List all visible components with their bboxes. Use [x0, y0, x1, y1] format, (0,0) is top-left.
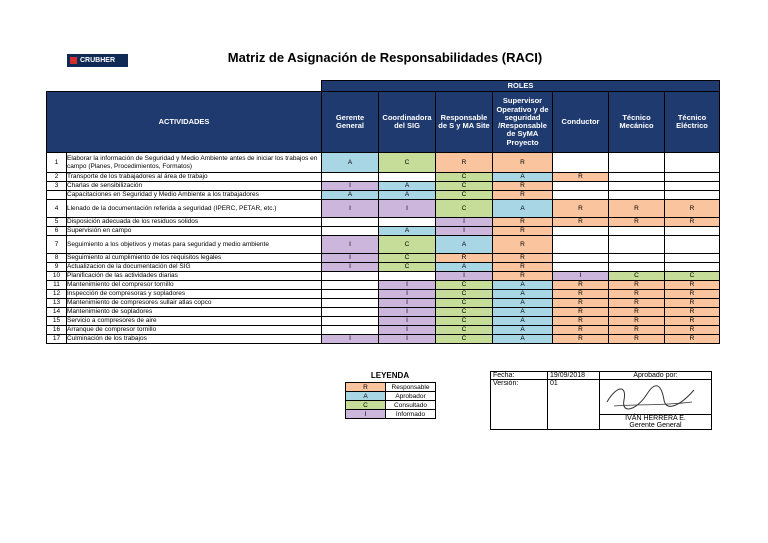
- raci-cell: [609, 227, 665, 236]
- raci-cell: R: [436, 153, 493, 173]
- activity-cell: Transporte de los trabajadores al área de trabajo: [67, 173, 322, 182]
- raci-cell: [609, 182, 665, 191]
- raci-cell: C: [609, 272, 665, 281]
- approver-block: [600, 415, 712, 430]
- activity-cell: Servicio a compresores de aire: [67, 317, 322, 326]
- raci-cell: R: [609, 317, 665, 326]
- row-number: 15: [47, 317, 67, 326]
- company-logo: [67, 54, 128, 67]
- raci-cell: A: [379, 227, 436, 236]
- raci-cell: R: [493, 191, 553, 200]
- table-row: [47, 254, 720, 263]
- raci-cell: R: [553, 200, 609, 218]
- raci-cell: [609, 173, 665, 182]
- raci-cell: R: [493, 254, 553, 263]
- role-header: Coordinadora del SIG: [379, 92, 436, 153]
- roles-header: ROLES: [322, 81, 720, 92]
- row-number: 17: [47, 335, 67, 344]
- raci-cell: A: [493, 335, 553, 344]
- raci-cell: [609, 153, 665, 173]
- raci-cell: [665, 254, 720, 263]
- table-row: [47, 182, 720, 191]
- raci-cell: R: [553, 218, 609, 227]
- raci-cell: [322, 326, 379, 335]
- row-number: 8: [47, 254, 67, 263]
- row-number: 10: [47, 272, 67, 281]
- raci-cell: C: [436, 299, 493, 308]
- legend-row: [346, 383, 436, 392]
- raci-cell: I: [322, 263, 379, 272]
- row-number: 12: [47, 290, 67, 299]
- raci-cell: R: [609, 200, 665, 218]
- activity-cell: Capacitaciones en Seguridad y Medio Ambiente a los trabajadores: [67, 191, 322, 200]
- raci-cell: R: [665, 308, 720, 317]
- row-number: 6: [47, 227, 67, 236]
- legend-code: C: [346, 401, 386, 410]
- raci-cell: [322, 281, 379, 290]
- raci-cell: A: [493, 326, 553, 335]
- raci-cell: [609, 191, 665, 200]
- raci-cell: I: [436, 272, 493, 281]
- row-number: 1: [47, 153, 67, 173]
- table-row: [47, 218, 720, 227]
- role-header: Técnico Eléctrico: [665, 92, 720, 153]
- version-value: 01: [548, 380, 600, 430]
- raci-cell: [322, 308, 379, 317]
- raci-cell: A: [493, 281, 553, 290]
- raci-cell: C: [436, 182, 493, 191]
- table-row: [47, 335, 720, 344]
- raci-cell: R: [665, 317, 720, 326]
- raci-cell: R: [665, 200, 720, 218]
- raci-cell: [553, 182, 609, 191]
- raci-cell: C: [436, 317, 493, 326]
- raci-cell: [379, 272, 436, 281]
- legend-title: LEYENDA: [370, 371, 410, 380]
- raci-cell: A: [322, 153, 379, 173]
- legend-code: I: [346, 410, 386, 419]
- raci-cell: I: [379, 317, 436, 326]
- raci-cell: [553, 227, 609, 236]
- logo-mark-icon: [70, 57, 77, 64]
- raci-cell: I: [379, 335, 436, 344]
- legend-code: R: [346, 383, 386, 392]
- raci-cell: C: [436, 281, 493, 290]
- activities-header: ACTIVIDADES: [47, 92, 322, 153]
- raci-cell: A: [379, 191, 436, 200]
- activity-cell: Actualizacion de la documentación del SIG: [67, 263, 322, 272]
- raci-cell: [609, 254, 665, 263]
- raci-cell: R: [493, 272, 553, 281]
- table-row: [47, 281, 720, 290]
- table-row: [47, 227, 720, 236]
- raci-cell: R: [609, 335, 665, 344]
- table-row: [47, 191, 720, 200]
- row-number: 2: [47, 173, 67, 182]
- raci-cell: R: [493, 182, 553, 191]
- raci-cell: I: [436, 227, 493, 236]
- activity-cell: Arranque de compresor tornillo: [67, 326, 322, 335]
- raci-cell: I: [379, 299, 436, 308]
- raci-body: [47, 153, 720, 344]
- raci-cell: [553, 153, 609, 173]
- raci-cell: R: [609, 281, 665, 290]
- raci-cell: [665, 227, 720, 236]
- row-number: 16: [47, 326, 67, 335]
- row-number: 9: [47, 263, 67, 272]
- legend-label: Responsable: [386, 383, 436, 392]
- raci-cell: [322, 317, 379, 326]
- raci-cell: R: [493, 236, 553, 254]
- raci-cell: C: [436, 173, 493, 182]
- raci-cell: C: [436, 335, 493, 344]
- raci-cell: C: [436, 191, 493, 200]
- table-row: [47, 153, 720, 173]
- row-number: 4: [47, 200, 67, 218]
- signature-icon: [602, 380, 700, 412]
- role-header: Conductor: [553, 92, 609, 153]
- raci-cell: [322, 272, 379, 281]
- raci-cell: [553, 263, 609, 272]
- raci-cell: R: [665, 218, 720, 227]
- raci-cell: C: [379, 263, 436, 272]
- raci-cell: [609, 236, 665, 254]
- raci-cell: [665, 236, 720, 254]
- legend-label: Aprobador: [386, 392, 436, 401]
- raci-cell: [322, 173, 379, 182]
- raci-cell: C: [436, 290, 493, 299]
- legend-row: [346, 401, 436, 410]
- legend-table: [345, 382, 436, 419]
- role-header: Gerente General: [322, 92, 379, 153]
- raci-cell: [553, 191, 609, 200]
- raci-cell: [379, 173, 436, 182]
- legend-code: A: [346, 392, 386, 401]
- raci-cell: R: [553, 290, 609, 299]
- raci-cell: I: [379, 308, 436, 317]
- raci-cell: [665, 182, 720, 191]
- row-number: 7: [47, 236, 67, 254]
- raci-cell: [665, 173, 720, 182]
- raci-cell: [665, 263, 720, 272]
- activity-cell: Llenado de la documentación referida a seguridad (IPERC, PETAR, etc.): [67, 200, 322, 218]
- row-number: [47, 191, 67, 200]
- row-number: 11: [47, 281, 67, 290]
- approver-title: Gerente General: [629, 422, 682, 429]
- raci-cell: R: [553, 173, 609, 182]
- raci-cell: R: [553, 299, 609, 308]
- raci-cell: [322, 218, 379, 227]
- header-blank: [47, 81, 322, 92]
- approval-box: [490, 371, 712, 430]
- table-row: [47, 200, 720, 218]
- raci-cell: R: [609, 299, 665, 308]
- fecha-value: 19/09/2018: [548, 372, 600, 380]
- table-row: [47, 308, 720, 317]
- logo-text: CRUBHER: [80, 57, 115, 64]
- raci-cell: R: [609, 326, 665, 335]
- raci-cell: R: [493, 227, 553, 236]
- raci-cell: [609, 263, 665, 272]
- raci-cell: A: [493, 299, 553, 308]
- raci-cell: R: [553, 326, 609, 335]
- raci-cell: R: [553, 335, 609, 344]
- activity-cell: Elaborar la información de Seguridad y Medio Ambiente antes de iniciar los trabajos en campo (Planes, Procedimientos, Formatos): [67, 153, 322, 173]
- raci-cell: C: [436, 308, 493, 317]
- raci-cell: I: [379, 290, 436, 299]
- raci-cell: [553, 236, 609, 254]
- role-header: Supervisor Operativo y de seguridad /Responsable de SyMA Proyecto: [493, 92, 553, 153]
- raci-cell: [322, 227, 379, 236]
- raci-cell: I: [322, 335, 379, 344]
- raci-cell: C: [379, 254, 436, 263]
- raci-matrix: [46, 80, 720, 344]
- raci-cell: A: [493, 200, 553, 218]
- activity-cell: Planificación de las actividades diarias: [67, 272, 322, 281]
- raci-cell: R: [436, 254, 493, 263]
- row-number: 14: [47, 308, 67, 317]
- signature-area: [600, 380, 712, 415]
- legend-label: Consultado: [386, 401, 436, 410]
- version-label: Versión:: [491, 380, 548, 430]
- role-header: Responsable de S y MA Site: [436, 92, 493, 153]
- raci-cell: R: [665, 299, 720, 308]
- raci-cell: I: [322, 236, 379, 254]
- activity-cell: Seguimiento al cumplimiento de los requisitos legales: [67, 254, 322, 263]
- raci-cell: I: [322, 200, 379, 218]
- raci-cell: R: [553, 308, 609, 317]
- raci-cell: C: [379, 236, 436, 254]
- activity-cell: Seguimiento a los objetivos y metas para seguridad y medio ambiente: [67, 236, 322, 254]
- table-row: [47, 317, 720, 326]
- raci-cell: R: [665, 326, 720, 335]
- legend-row: [346, 410, 436, 419]
- raci-cell: C: [379, 153, 436, 173]
- raci-cell: R: [553, 281, 609, 290]
- activity-cell: Mantenimiento del compresor tornillo: [67, 281, 322, 290]
- raci-cell: C: [436, 200, 493, 218]
- raci-cell: A: [436, 263, 493, 272]
- activity-cell: Disposición adecuada de los residuos solidos: [67, 218, 322, 227]
- role-header: Técnico Mecánico: [609, 92, 665, 153]
- raci-cell: R: [665, 281, 720, 290]
- row-number: 13: [47, 299, 67, 308]
- raci-cell: A: [379, 182, 436, 191]
- raci-cell: I: [436, 218, 493, 227]
- raci-cell: I: [322, 254, 379, 263]
- row-number: 5: [47, 218, 67, 227]
- raci-cell: A: [322, 191, 379, 200]
- raci-cell: R: [609, 290, 665, 299]
- table-row: [47, 236, 720, 254]
- raci-cell: A: [493, 317, 553, 326]
- raci-cell: [322, 290, 379, 299]
- activity-cell: Mantenimiento de compresores sullair atlas copco: [67, 299, 322, 308]
- approved-label: Aprobado por:: [600, 372, 712, 380]
- raci-cell: [322, 299, 379, 308]
- raci-cell: R: [493, 153, 553, 173]
- raci-cell: C: [665, 272, 720, 281]
- approver-name: IVÁN HERRERA E.: [625, 415, 686, 422]
- row-number: 3: [47, 182, 67, 191]
- table-row: [47, 272, 720, 281]
- activity-cell: Supervisión en campo: [67, 227, 322, 236]
- table-row: [47, 173, 720, 182]
- raci-cell: A: [493, 173, 553, 182]
- legend-row: [346, 392, 436, 401]
- raci-cell: R: [493, 218, 553, 227]
- raci-cell: [665, 153, 720, 173]
- raci-cell: R: [609, 218, 665, 227]
- raci-cell: R: [553, 317, 609, 326]
- table-row: [47, 299, 720, 308]
- table-row: [47, 263, 720, 272]
- raci-cell: [553, 254, 609, 263]
- activity-cell: Inspección de compresoras y sopladores: [67, 290, 322, 299]
- raci-cell: I: [322, 182, 379, 191]
- legend-label: Informado: [386, 410, 436, 419]
- raci-cell: I: [379, 281, 436, 290]
- activity-cell: Mantenimiento de sopladores: [67, 308, 322, 317]
- table-row: [47, 326, 720, 335]
- raci-cell: [379, 218, 436, 227]
- raci-cell: A: [436, 236, 493, 254]
- fecha-label: Fecha:: [491, 372, 548, 380]
- table-row: [47, 290, 720, 299]
- page-title: Matriz de Asignación de Responsabilidades (RACI): [227, 50, 543, 65]
- activity-cell: Culminación de los trabajos: [67, 335, 322, 344]
- raci-cell: A: [493, 308, 553, 317]
- raci-cell: R: [665, 290, 720, 299]
- raci-cell: [665, 191, 720, 200]
- raci-cell: R: [609, 308, 665, 317]
- raci-cell: C: [436, 326, 493, 335]
- raci-cell: R: [665, 335, 720, 344]
- activity-cell: Charlas de sensibilización: [67, 182, 322, 191]
- raci-cell: I: [553, 272, 609, 281]
- raci-cell: R: [493, 263, 553, 272]
- raci-cell: I: [379, 326, 436, 335]
- raci-cell: A: [493, 290, 553, 299]
- raci-cell: I: [379, 200, 436, 218]
